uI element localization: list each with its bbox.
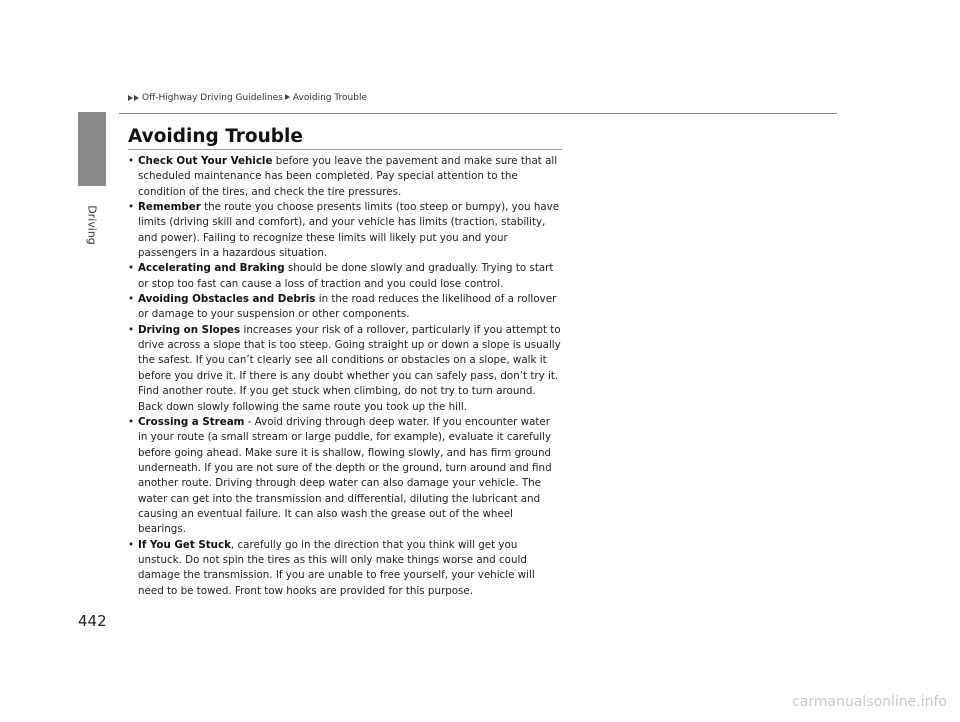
item-heading: Check Out Your Vehicle — [138, 155, 273, 167]
bullet-icon: • — [128, 538, 135, 551]
list-item — [128, 292, 562, 323]
list-item — [128, 261, 562, 292]
breadcrumb-arrow-icon — [285, 94, 290, 100]
item-heading: If You Get Stuck — [138, 538, 231, 551]
list-item — [128, 538, 562, 599]
breadcrumb-arrow-icon — [128, 95, 133, 101]
bullet-icon: • — [128, 155, 135, 167]
bullet-icon: • — [128, 262, 135, 275]
breadcrumb-item-guidelines[interactable]: Off-Highway Driving Guidelines — [142, 93, 283, 103]
list-item — [128, 415, 562, 538]
item-text: before you leave the pavement and make sure that all scheduled maintenance has been completed. Pay special attention to the condition of the tires, and check the tire pressures. — [138, 155, 558, 198]
list-item — [128, 200, 562, 261]
chapter-label — [79, 195, 105, 255]
item-text: should be done slowly and gradually. Trying to start or stop too fast can cause a loss of traction and you could lose control. — [138, 262, 554, 290]
breadcrumb-item-current: Avoiding Trouble — [292, 93, 367, 103]
item-heading: Remember — [138, 201, 201, 214]
title-underline — [128, 149, 562, 150]
breadcrumb-arrow-icon — [134, 95, 139, 101]
item-heading: Crossing a Stream — [138, 415, 245, 428]
bullet-icon: • — [128, 323, 135, 336]
bullet-icon: • — [128, 201, 135, 214]
item-text: increases your risk of a rollover, particularly if you attempt to drive across a slope that is too steep. Going straight up or down a slope is usually the safest. If you can’t clearly see all conditions or obstacles on a slope, walk it before you drive it. If there is any doubt whether you can safely pass, don’t try it. Find another route. If you get stuck when climbing, do not try to turn around. Back down slowly following the same route you took up the hill. — [138, 323, 561, 413]
item-text: in the road reduces the likelihood of a rollover or damage to your suspension or other components. — [138, 293, 557, 321]
item-heading: Accelerating and Braking — [138, 262, 285, 275]
list-item — [128, 154, 562, 200]
item-text: , carefully go in the direction that you think will get you unstuck. Do not spin the tires as this will only make things worse and could damage the transmission. If you are unable to free yourself, your vehicle will need to be towed. Front tow hooks are provided for this purpose. — [138, 538, 535, 597]
list-item — [128, 323, 562, 415]
item-heading: Driving on Slopes — [138, 323, 241, 336]
item-text: - Avoid driving through deep water. If you encounter water in your route (a small stream or large puddle, for example), evaluate it carefully before going ahead. Make sure it is shallow, flowing slowly, and has firm ground underneath. If you are not sure of the depth or the ground, turn around and find another route. Driving through deep water can also damage your vehicle. The water can get into the transmission and differential, diluting the lubricant and causing an eventual failure. It can also wash the grease out of the wheel bearings. — [138, 415, 552, 536]
page-number: 442 — [78, 612, 107, 630]
page-title: Avoiding Trouble — [128, 126, 303, 147]
watermark: carmanualsonline.info — [792, 694, 947, 710]
bullet-icon: • — [128, 293, 135, 306]
breadcrumb-separator — [285, 93, 291, 103]
chapter-tab — [78, 112, 106, 186]
item-text: the route you choose presents limits (too steep or bumpy), you have limits (driving skill and comfort), and your vehicle has limits (traction, stability, and power). Failing to recognize these limits will likely put you and your passengers in a hazardous situation. — [138, 201, 560, 260]
header-rule — [119, 113, 837, 114]
guideline-list — [128, 154, 562, 599]
bullet-icon: • — [128, 415, 135, 428]
item-heading: Avoiding Obstacles and Debris — [138, 293, 316, 306]
breadcrumb — [128, 93, 367, 103]
chapter-label-text: Driving — [85, 205, 99, 245]
